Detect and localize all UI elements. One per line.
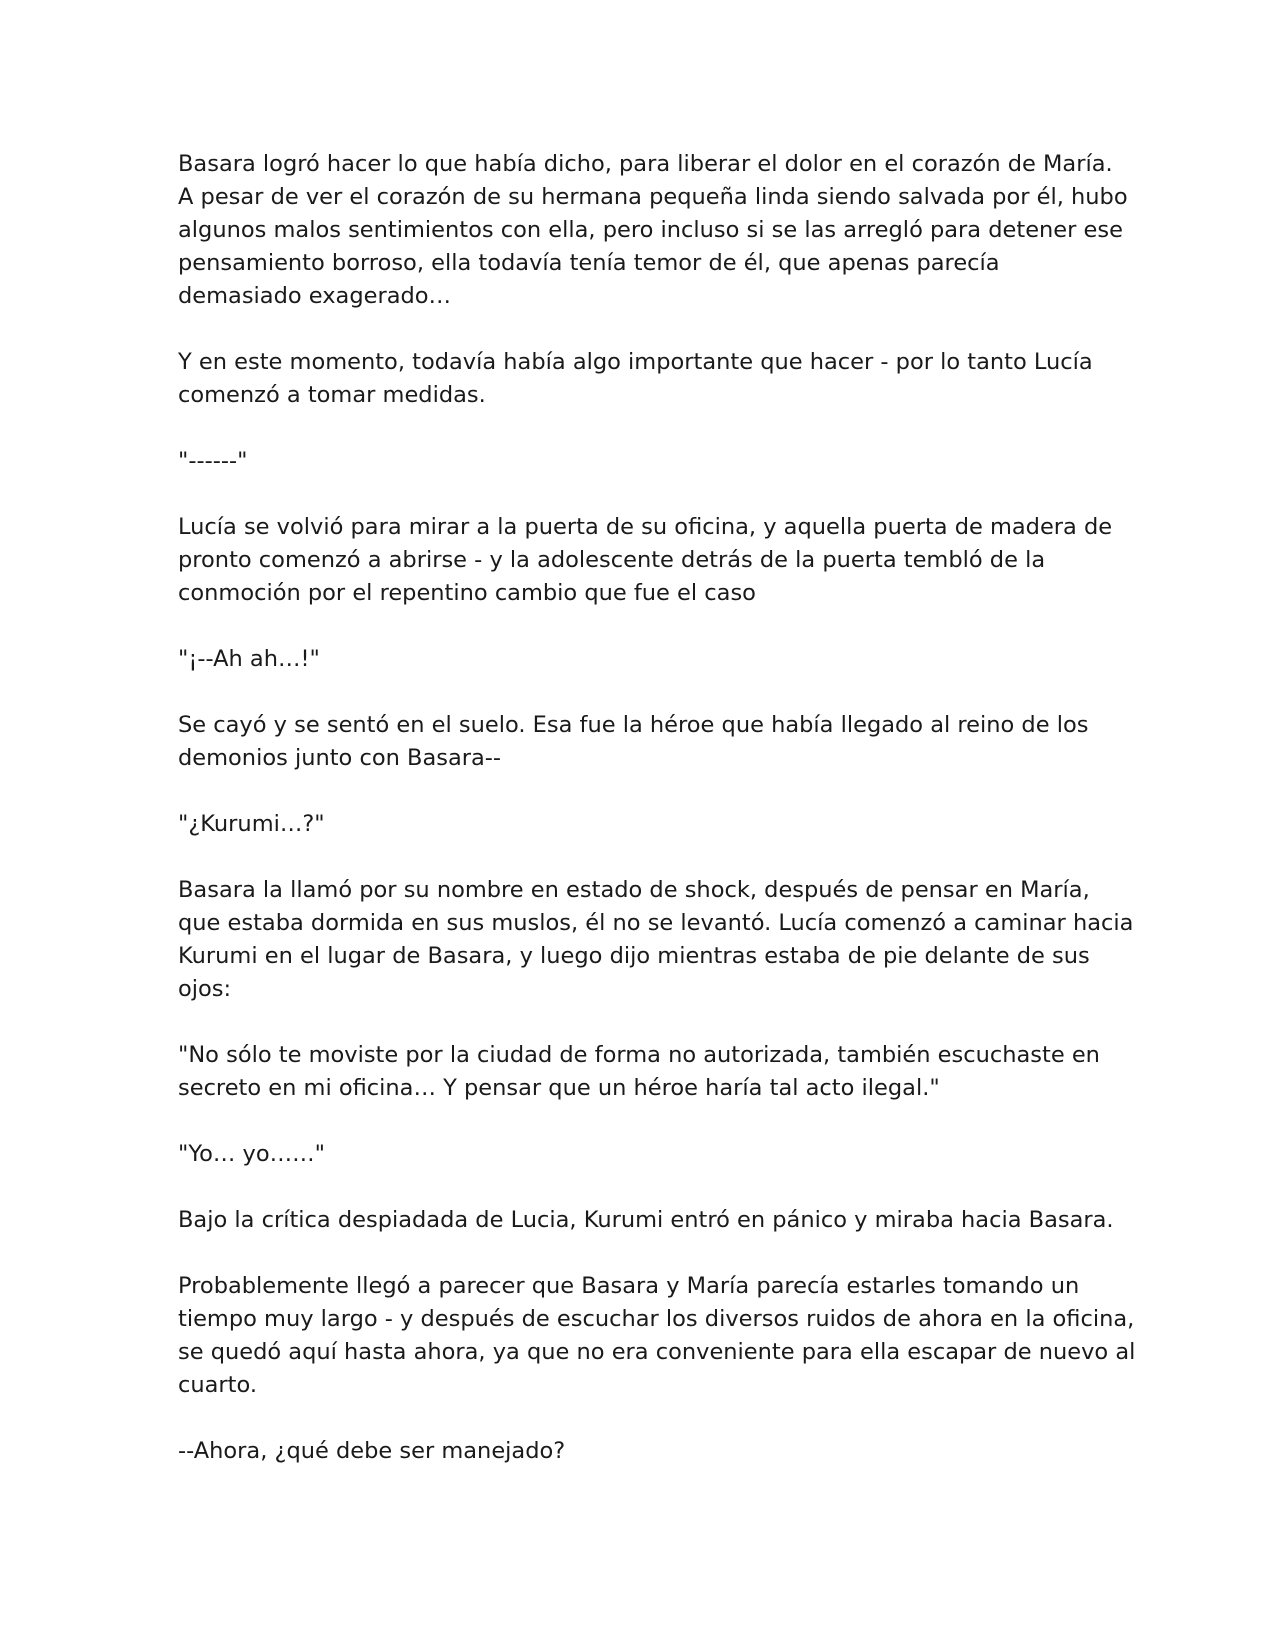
text-line: --Ahora, ¿qué debe ser manejado? bbox=[178, 1438, 566, 1464]
paragraph bbox=[178, 445, 1103, 478]
text-line: Basara logró hacer lo que había dicho, para liberar el dolor en el corazón de María. bbox=[178, 151, 1113, 177]
text-line: "¡--Ah ah…!" bbox=[178, 646, 320, 672]
text-line: pronto comenzó a abrirse - y la adolescente detrás de la puerta tembló de la bbox=[178, 547, 1046, 573]
paragraph bbox=[178, 148, 1128, 313]
text-line: A pesar de ver el corazón de su hermana pequeña linda siendo salvada por él, hubo bbox=[178, 184, 1128, 210]
text-line: tiempo muy largo - y después de escuchar los diversos ruidos de ahora en la oficina, bbox=[178, 1306, 1135, 1332]
text-line: Basara la llamó por su nombre en estado de shock, después de pensar en María, bbox=[178, 877, 1090, 903]
paragraph bbox=[178, 709, 1103, 775]
text-line: "------" bbox=[178, 448, 248, 474]
text-line: demasiado exagerado… bbox=[178, 283, 452, 309]
text-line: secreto en mi oficina… Y pensar que un héroe haría tal acto ilegal." bbox=[178, 1075, 940, 1101]
paragraph bbox=[178, 1270, 1136, 1402]
text-line: "No sólo te moviste por la ciudad de forma no autorizada, también escuchaste en bbox=[178, 1042, 1100, 1068]
text-line: Probablemente llegó a parecer que Basara y María parecía estarles tomando un bbox=[178, 1273, 1080, 1299]
text-line: cuarto. bbox=[178, 1372, 258, 1398]
paragraph bbox=[178, 874, 1134, 1006]
paragraph bbox=[178, 1204, 1114, 1237]
text-line: Lucía se volvió para mirar a la puerta de su oficina, y aquella puerta de madera de bbox=[178, 514, 1113, 540]
paragraph bbox=[178, 1039, 1103, 1105]
text-line: Y en este momento, todavía había algo importante que hacer - por lo tanto Lucía bbox=[178, 349, 1093, 375]
text-line: se quedó aquí hasta ahora, ya que no era conveniente para ella escapar de nuevo al bbox=[178, 1339, 1136, 1365]
text-line: pensamiento borroso, ella todavía tenía temor de él, que apenas parecía bbox=[178, 250, 1000, 276]
paragraph bbox=[178, 1138, 1103, 1171]
text-line: demonios junto con Basara-- bbox=[178, 745, 502, 771]
text-line: Bajo la crítica despiadada de Lucia, Kurumi entró en pánico y miraba hacia Basara. bbox=[178, 1207, 1114, 1233]
document-page bbox=[178, 148, 1136, 1501]
text-line: ojos: bbox=[178, 976, 232, 1002]
text-line: Se cayó y se sentó en el suelo. Esa fue la héroe que había llegado al reino de los bbox=[178, 712, 1089, 738]
paragraph bbox=[178, 808, 1103, 841]
text-line: Kurumi en el lugar de Basara, y luego dijo mientras estaba de pie delante de sus bbox=[178, 943, 1090, 969]
text-line: "Yo… yo……" bbox=[178, 1141, 325, 1167]
paragraph bbox=[178, 643, 1103, 676]
paragraph bbox=[178, 511, 1113, 610]
text-line: "¿Kurumi…?" bbox=[178, 811, 325, 837]
text-line: que estaba dormida en sus muslos, él no se levantó. Lucía comenzó a caminar hacia bbox=[178, 910, 1134, 936]
paragraph bbox=[178, 1435, 1103, 1468]
text-line: comenzó a tomar medidas. bbox=[178, 382, 486, 408]
text-line: algunos malos sentimientos con ella, pero incluso si se las arregló para detener ese bbox=[178, 217, 1123, 243]
paragraph bbox=[178, 346, 1103, 412]
text-line: conmoción por el repentino cambio que fue el caso bbox=[178, 580, 756, 606]
